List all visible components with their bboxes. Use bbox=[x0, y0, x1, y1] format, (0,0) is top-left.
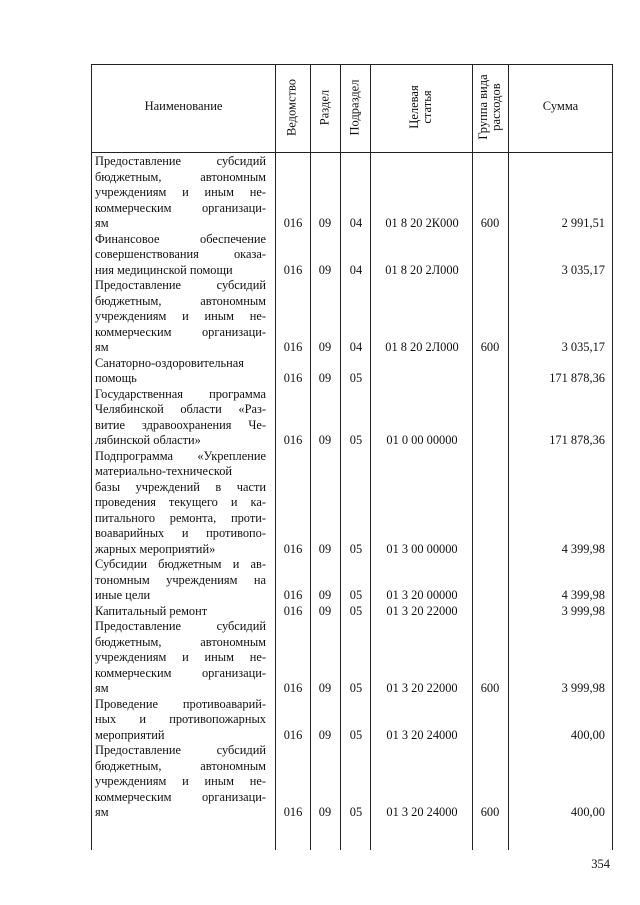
row-gruppa: 600 bbox=[480, 805, 500, 819]
row-name-line: ям bbox=[95, 805, 109, 819]
row-podrazdel: 05 bbox=[349, 541, 363, 556]
row-gruppa: 600 bbox=[480, 340, 500, 354]
table-right-border bbox=[612, 64, 613, 850]
row-name-line: Финансовое обеспечение bbox=[95, 231, 266, 246]
column-divider bbox=[508, 64, 509, 850]
row-podrazdel: 05 bbox=[349, 681, 363, 695]
row-summa: 400,00 bbox=[570, 727, 605, 742]
row-name-line: учреждениям и иным не- bbox=[95, 650, 266, 664]
row-name bbox=[95, 619, 266, 697]
row-name-line: Предоставление субсидий bbox=[95, 743, 266, 757]
row-celevaya-statya: 01 8 20 2К000 bbox=[385, 216, 459, 230]
table-left-border bbox=[91, 64, 92, 850]
row-razdel: 09 bbox=[318, 681, 332, 695]
row-name bbox=[95, 604, 266, 620]
row-name-line: бюджетным, автономным bbox=[95, 634, 266, 649]
row-name-line: иные цели bbox=[95, 588, 151, 602]
row-celevaya-statya: 01 0 00 00000 bbox=[386, 433, 458, 447]
header-podrazdel: Подраздел bbox=[347, 79, 362, 136]
row-podrazdel: 04 bbox=[349, 216, 363, 230]
row-name-line: ных и противопожарных bbox=[95, 712, 266, 726]
row-summa: 3 035,17 bbox=[561, 262, 605, 277]
row-name-line: Предоставление субсидий bbox=[95, 619, 266, 633]
row-razdel: 09 bbox=[318, 541, 332, 556]
row-vedomstvo: 016 bbox=[283, 541, 303, 556]
row-razdel: 09 bbox=[318, 340, 332, 354]
row-vedomstvo: 016 bbox=[283, 727, 303, 742]
row-vedomstvo: 016 bbox=[283, 262, 303, 277]
row-summa: 3 035,17 bbox=[561, 340, 605, 354]
column-divider bbox=[275, 64, 276, 850]
row-name-line: воаварийных и противопо- bbox=[95, 526, 266, 540]
header-gruppa-line1: Группа вида bbox=[476, 74, 490, 140]
row-name-line: ям bbox=[95, 681, 109, 695]
row-celevaya-statya: 01 3 20 00000 bbox=[386, 588, 458, 602]
row-razdel: 09 bbox=[318, 371, 332, 385]
header-celevaya bbox=[408, 63, 434, 151]
row-podrazdel: 05 bbox=[349, 805, 363, 819]
row-name-line: учреждениям и иным не- bbox=[95, 774, 266, 788]
row-celevaya-statya: 01 8 20 2Л000 bbox=[385, 340, 459, 354]
row-name-line: Государственная программа bbox=[95, 386, 266, 401]
row-vedomstvo: 016 bbox=[283, 340, 303, 354]
page-number: 354 bbox=[591, 857, 610, 871]
row-celevaya-statya: 01 3 00 00000 bbox=[386, 541, 458, 556]
row-name-line: тономным учреждениям на bbox=[95, 572, 266, 587]
header-bottom-border bbox=[91, 152, 612, 153]
row-name-line: помощь bbox=[95, 371, 137, 385]
row-name bbox=[95, 278, 266, 356]
row-name bbox=[95, 232, 266, 279]
row-razdel: 09 bbox=[318, 588, 332, 602]
row-name-line: ям bbox=[95, 216, 109, 230]
row-name-line: Подпрограмма «Укрепление bbox=[95, 448, 266, 463]
row-podrazdel: 04 bbox=[349, 340, 363, 354]
row-name-line: базы учреждений в части bbox=[95, 479, 266, 494]
header-summa: Сумма bbox=[542, 99, 579, 113]
row-name-line: Проведение противоаварий- bbox=[95, 696, 266, 711]
row-name-line: Санаторно-оздоровительная bbox=[95, 355, 244, 370]
row-name bbox=[95, 154, 266, 232]
row-podrazdel: 05 bbox=[349, 433, 363, 447]
row-name-line: бюджетным, автономным bbox=[95, 758, 266, 773]
header-razdel: Раздел bbox=[317, 89, 332, 126]
row-razdel: 09 bbox=[318, 262, 332, 277]
row-name-line: учреждениям и иным не- bbox=[95, 309, 266, 323]
row-name-line: питального ремонта, проти- bbox=[95, 510, 266, 525]
column-divider bbox=[472, 64, 473, 850]
row-vedomstvo: 016 bbox=[283, 371, 303, 385]
row-vedomstvo: 016 bbox=[283, 805, 303, 819]
row-name-line: мероприятий bbox=[95, 727, 165, 742]
row-name-line: жарных мероприятий» bbox=[95, 541, 216, 556]
row-razdel: 09 bbox=[318, 603, 332, 618]
row-summa: 171 878,36 bbox=[549, 433, 605, 447]
row-name-line: бюджетным, автономным bbox=[95, 293, 266, 308]
header-name: Наименование bbox=[144, 99, 223, 113]
header-gruppa-line2: расходов bbox=[489, 83, 503, 131]
row-summa: 2 991,51 bbox=[561, 216, 605, 230]
row-podrazdel: 05 bbox=[349, 371, 363, 385]
row-name-line: проведения текущего и ка- bbox=[95, 495, 266, 509]
row-podrazdel: 05 bbox=[349, 727, 363, 742]
row-summa: 3 999,98 bbox=[561, 603, 605, 618]
row-podrazdel: 05 bbox=[349, 603, 363, 618]
row-celevaya-statya: 01 3 20 22000 bbox=[386, 681, 458, 695]
row-razdel: 09 bbox=[318, 727, 332, 742]
row-name-line: ям bbox=[95, 340, 109, 354]
header-celevaya-line1: Целевая bbox=[407, 85, 421, 129]
row-gruppa: 600 bbox=[480, 681, 500, 695]
row-name-line: коммерческим организаци- bbox=[95, 665, 266, 680]
row-name-line: бюджетным, автономным bbox=[95, 169, 266, 184]
row-name-line: Челябинской области «Раз- bbox=[95, 402, 266, 416]
row-celevaya-statya: 01 3 20 22000 bbox=[386, 603, 458, 618]
row-razdel: 09 bbox=[318, 805, 332, 819]
row-name bbox=[95, 449, 266, 558]
row-name bbox=[95, 557, 266, 604]
row-summa: 4 399,98 bbox=[561, 588, 605, 602]
row-vedomstvo: 016 bbox=[283, 216, 303, 230]
row-podrazdel: 04 bbox=[349, 262, 363, 277]
row-name-line: Предоставление субсидий bbox=[95, 154, 266, 168]
row-name bbox=[95, 387, 266, 449]
row-podrazdel: 05 bbox=[349, 588, 363, 602]
row-summa: 400,00 bbox=[570, 805, 605, 819]
row-name-line: ния медицинской помощи bbox=[95, 262, 233, 277]
row-name-line: коммерческим организаци- bbox=[95, 324, 266, 339]
row-name-line: Субсидии бюджетным и ав- bbox=[95, 557, 266, 571]
row-name bbox=[95, 356, 266, 387]
row-vedomstvo: 016 bbox=[283, 588, 303, 602]
row-celevaya-statya: 01 8 20 2Л000 bbox=[385, 262, 459, 277]
row-celevaya-statya: 01 3 20 24000 bbox=[386, 727, 458, 742]
row-name bbox=[95, 697, 266, 744]
column-divider bbox=[310, 64, 311, 850]
row-name-line: коммерческим организаци- bbox=[95, 789, 266, 804]
row-razdel: 09 bbox=[318, 433, 332, 447]
row-vedomstvo: 016 bbox=[283, 681, 303, 695]
row-gruppa: 600 bbox=[480, 216, 500, 230]
header-vedomstvo: Ведомство bbox=[284, 78, 299, 137]
row-summa: 4 399,98 bbox=[561, 541, 605, 556]
column-divider bbox=[340, 64, 341, 850]
row-name-line: Капитальный ремонт bbox=[95, 603, 208, 618]
row-name bbox=[95, 743, 266, 821]
column-divider bbox=[370, 64, 371, 850]
row-vedomstvo: 016 bbox=[283, 433, 303, 447]
row-name-line: материально-технической bbox=[95, 464, 233, 478]
row-name-line: витие здравоохранения Че- bbox=[95, 417, 266, 432]
row-name-line: совершенствования оказа- bbox=[95, 247, 266, 261]
row-name-line: Предоставление субсидий bbox=[95, 278, 266, 292]
row-name-line: учреждениям и иным не- bbox=[95, 185, 266, 199]
row-summa: 3 999,98 bbox=[561, 681, 605, 695]
row-name-line: лябинской области» bbox=[95, 433, 201, 447]
header-gruppa bbox=[477, 63, 503, 151]
row-celevaya-statya: 01 3 20 24000 bbox=[386, 805, 458, 819]
row-summa: 171 878,36 bbox=[549, 371, 605, 385]
row-name-line: коммерческим организаци- bbox=[95, 200, 266, 215]
header-celevaya-line2: статья bbox=[420, 90, 434, 124]
row-razdel: 09 bbox=[318, 216, 332, 230]
row-vedomstvo: 016 bbox=[283, 603, 303, 618]
